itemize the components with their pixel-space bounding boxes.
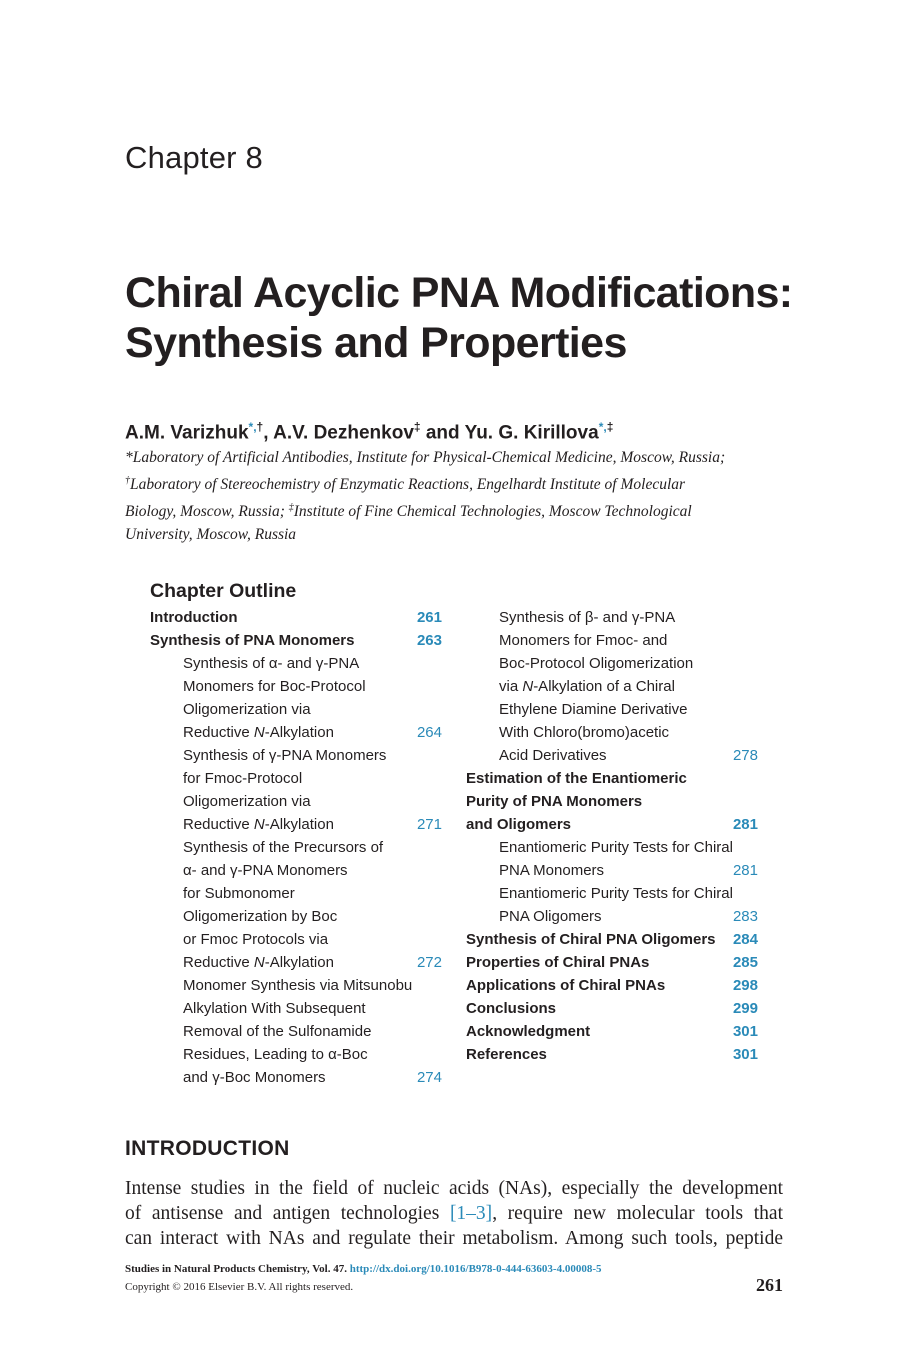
- affiliation-line: [125, 496, 785, 523]
- affiliation-text: Biology, Moscow, Russia;: [125, 503, 289, 521]
- toc-entry[interactable]: [466, 974, 758, 997]
- toc-page-number[interactable]: 261: [416, 609, 442, 626]
- footer-source: [125, 1263, 602, 1275]
- toc-entry-line: Acknowledgment: [466, 1023, 591, 1040]
- chapter-outline-heading: Chapter Outline: [150, 580, 297, 602]
- toc-entry[interactable]: [150, 652, 442, 744]
- toc-entry-line: via N-Alkylation of a Chiral: [499, 678, 675, 695]
- toc-entry-line: or Fmoc Protocols via: [183, 931, 329, 948]
- toc-entry-line: Reductive N-Alkylation: [183, 954, 334, 971]
- toc-page-number[interactable]: 274: [416, 1069, 442, 1086]
- toc-entry-line: Acid Derivatives: [499, 747, 607, 764]
- toc-page-number[interactable]: 299: [732, 1000, 758, 1017]
- toc-entry-line: References: [466, 1046, 547, 1063]
- toc-page-number[interactable]: 263: [416, 632, 442, 649]
- toc-entry[interactable]: [466, 997, 758, 1020]
- toc-entry-line: Synthesis of Chiral PNA Oligomers: [466, 931, 716, 948]
- toc-entry-line: Residues, Leading to α-Boc: [183, 1046, 368, 1063]
- toc-entry-line: Oligomerization via: [183, 701, 311, 718]
- toc-entry-line: Enantiomeric Purity Tests for Chiral: [499, 885, 733, 902]
- page-number: 261: [756, 1275, 783, 1295]
- affiliation-mark: ‡: [413, 420, 421, 434]
- author-separator: ,: [263, 422, 274, 444]
- text-span: , require new molecular tools that: [492, 1203, 783, 1224]
- chapter-label: Chapter 8: [125, 140, 263, 175]
- outline-column-right: [466, 606, 758, 1066]
- citation-link[interactable]: [1–3]: [449, 1203, 493, 1224]
- toc-page-number[interactable]: 278: [732, 747, 758, 764]
- toc-page-number[interactable]: 301: [732, 1046, 758, 1063]
- affiliation-mark[interactable]: *,: [248, 420, 257, 434]
- toc-page-number[interactable]: 284: [732, 931, 758, 948]
- toc-entry-line: With Chloro(bromo)acetic: [499, 724, 670, 741]
- doi-link[interactable]: http://dx.doi.org/10.1016/B978-0-444-63603-4.00008-5: [349, 1263, 602, 1275]
- toc-entry[interactable]: [466, 606, 758, 767]
- toc-entry-line: Purity of PNA Monomers: [466, 793, 643, 810]
- toc-entry-line: Ethylene Diamine Derivative: [499, 701, 688, 718]
- footer-copyright: Copyright © 2016 Elsevier B.V. All rights reserved.: [125, 1281, 354, 1293]
- toc-entry[interactable]: [150, 744, 442, 836]
- toc-entry[interactable]: [150, 836, 442, 974]
- toc-entry-line: Synthesis of the Precursors of: [183, 839, 384, 856]
- text-line: can interact with NAs and regulate their metabolism. Among such tools, peptide: [125, 1228, 783, 1249]
- toc-entry[interactable]: [466, 836, 758, 882]
- affiliation-line: [125, 469, 785, 496]
- toc-entry-line: for Submonomer: [183, 885, 295, 902]
- toc-page-number[interactable]: 281: [732, 816, 758, 833]
- outline-column-left: [150, 606, 442, 1089]
- toc-entry-line: PNA Oligomers: [499, 908, 602, 925]
- affiliation-mark: ‡: [606, 420, 614, 434]
- affiliation-line: *Laboratory of Artificial Antibodies, Institute for Physical-Chemical Medicine, Moscow, Russia;: [125, 449, 726, 466]
- toc-page-number[interactable]: 301: [732, 1023, 758, 1040]
- title-line: Synthesis and Properties: [125, 319, 627, 367]
- toc-entry-line: PNA Monomers: [499, 862, 605, 879]
- affiliation-text: Laboratory of Stereochemistry of Enzymatic Reactions, Engelhardt Institute of Molecular: [130, 476, 686, 494]
- toc-entry-line: Conclusions: [466, 1000, 557, 1017]
- toc-entry-line: Alkylation With Subsequent: [183, 1000, 366, 1017]
- toc-entry[interactable]: [466, 1020, 758, 1043]
- author-name: A.V. Dezhenkov: [273, 422, 414, 444]
- toc-entry[interactable]: [150, 629, 442, 652]
- toc-entry-line: Synthesis of β- and γ-PNA: [499, 609, 676, 626]
- toc-entry-line: Removal of the Sulfonamide: [183, 1023, 372, 1040]
- text-line: Intense studies in the field of nucleic acids (NAs), especially the development: [125, 1178, 783, 1199]
- toc-entry[interactable]: [466, 928, 758, 951]
- affiliations: [125, 446, 785, 546]
- toc-entry-line: Applications of Chiral PNAs: [466, 977, 666, 994]
- toc-entry-line: Enantiomeric Purity Tests for Chiral: [499, 839, 733, 856]
- toc-entry-line: Properties of Chiral PNAs: [466, 954, 650, 971]
- toc-entry[interactable]: [150, 974, 442, 1089]
- toc-entry-line: Synthesis of PNA Monomers: [150, 632, 355, 649]
- toc-page-number[interactable]: 281: [732, 862, 758, 879]
- affiliation-mark: †: [256, 420, 264, 434]
- toc-page-number[interactable]: 283: [732, 908, 758, 925]
- toc-page-number[interactable]: 285: [732, 954, 758, 971]
- toc-entry-line: Reductive N-Alkylation: [183, 816, 334, 833]
- affiliation-mark[interactable]: *,: [598, 420, 607, 434]
- toc-entry[interactable]: [466, 767, 758, 836]
- toc-entry-line: Boc-Protocol Oligomerization: [499, 655, 694, 672]
- text-span: of antisense and antigen technologies: [125, 1203, 450, 1224]
- toc-entry-line: Synthesis of α- and γ-PNA: [183, 655, 360, 672]
- author-name: A.M. Varizhuk: [125, 422, 249, 444]
- affiliation-mark: ‡: [288, 502, 294, 514]
- affiliation-line: University, Moscow, Russia: [125, 526, 297, 544]
- author-list: [125, 420, 613, 444]
- toc-entry-line: Monomers for Boc-Protocol: [183, 678, 366, 695]
- author-separator: and: [420, 422, 465, 444]
- text-line: [125, 1201, 783, 1226]
- toc-entry[interactable]: [466, 882, 758, 928]
- journal-citation: Studies in Natural Products Chemistry, Vol. 47.: [125, 1263, 350, 1275]
- toc-entry[interactable]: [466, 1043, 758, 1066]
- affiliation-mark: †: [125, 475, 130, 486]
- intro-paragraph: [125, 1176, 783, 1251]
- toc-entry-line: α- and γ-PNA Monomers: [183, 862, 348, 879]
- toc-entry-line: Oligomerization via: [183, 793, 311, 810]
- toc-entry-line: Monomers for Fmoc- and: [499, 632, 668, 649]
- chapter-title: [125, 268, 793, 368]
- author-name: Yu. G. Kirillova: [464, 422, 599, 444]
- toc-entry-line: Synthesis of γ-PNA Monomers: [183, 747, 387, 764]
- title-line: Chiral Acyclic PNA Modifications:: [125, 269, 793, 317]
- toc-entry-line: for Fmoc-Protocol: [183, 770, 303, 787]
- toc-entry[interactable]: [150, 606, 442, 629]
- toc-page-number[interactable]: 264: [416, 724, 442, 741]
- toc-entry-line: and γ-Boc Monomers: [183, 1069, 326, 1086]
- toc-entry-line: and Oligomers: [466, 816, 572, 833]
- toc-page-number[interactable]: 298: [732, 977, 758, 994]
- toc-page-number[interactable]: 272: [416, 954, 442, 971]
- toc-page-number[interactable]: 271: [416, 816, 442, 833]
- affiliation-text: Institute of Fine Chemical Technologies, Moscow Technological: [293, 503, 692, 521]
- toc-entry-line: Reductive N-Alkylation: [183, 724, 334, 741]
- toc-entry-line: Introduction: [150, 609, 238, 626]
- toc-entry[interactable]: [466, 951, 758, 974]
- toc-entry-line: Oligomerization by Boc: [183, 908, 338, 925]
- section-heading: INTRODUCTION: [125, 1137, 290, 1160]
- toc-entry-line: Estimation of the Enantiomeric: [466, 770, 687, 787]
- toc-entry-line: Monomer Synthesis via Mitsunobu: [183, 977, 413, 994]
